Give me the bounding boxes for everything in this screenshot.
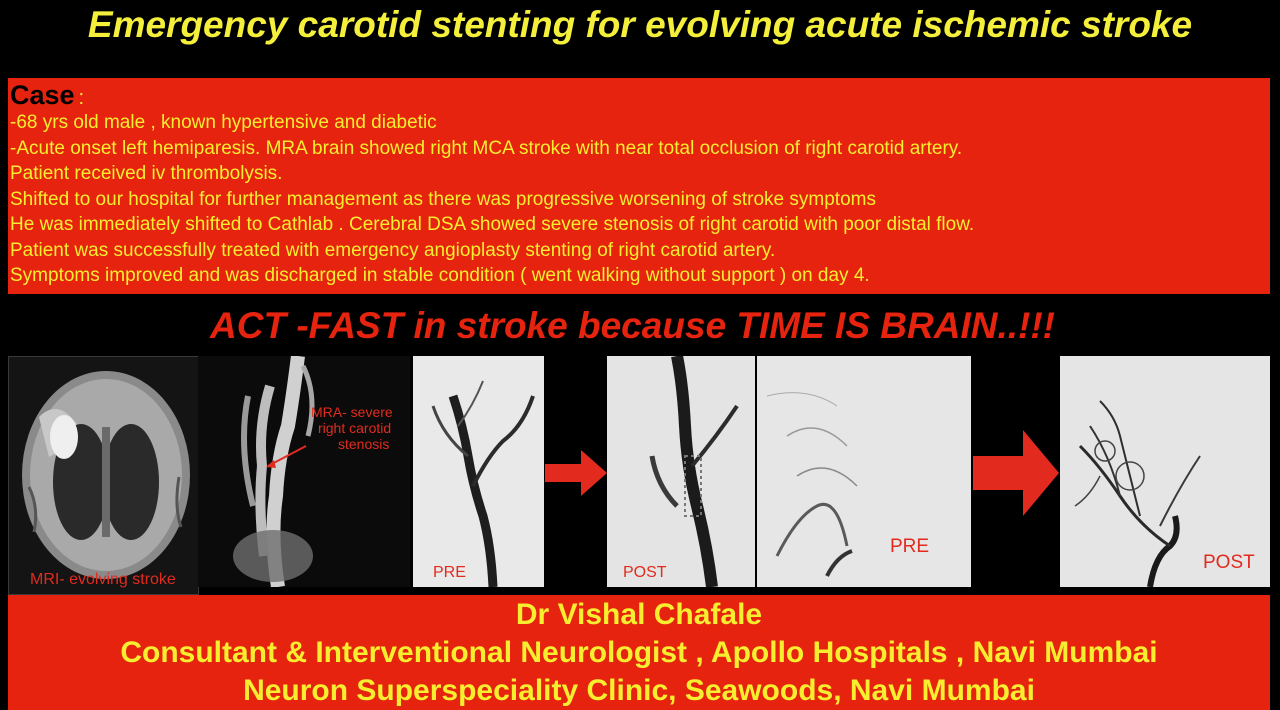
case-line-treatment: Patient was successfully treated with emergency angioplasty stenting of right carotid artery. [10,239,776,261]
dsa-brain-pre-label: PRE [890,536,930,557]
arrow-right-icon [545,450,607,496]
case-line-cathlab: He was immediately shifted to Cathlab . Cerebral DSA showed severe stenosis of right carotid with poor distal flow. [10,214,975,235]
dsa-brain-post-label: POST [1203,552,1255,573]
footer-credits [8,595,1270,710]
case-heading-word: Case [10,80,75,110]
case-heading [10,78,1270,110]
mra-neck-image [198,356,410,587]
mri-caption: MRI- evolving stroke [30,571,176,588]
case-line-onset: -Acute onset left hemiparesis. MRA brain showed right MCA stroke with near total occlusion of right carotid artery. [10,137,963,159]
dsa-neck-post-image [607,356,755,587]
doctor-name: Dr Vishal Chafale [515,598,763,631]
dsa-neck-post-label: POST [623,564,667,581]
case-line-transfer: Shifted to our hospital for further management as there was progressive worsening of stroke symptoms [10,188,876,210]
dsa-neck-pre-label: PRE [433,564,466,581]
arrow-right-icon [973,430,1059,516]
case-line-outcome: Symptoms improved and was discharged in stable condition ( went walking without support ) on day 4. [10,265,870,286]
case-description-box [8,78,1270,294]
clinic-name: Neuron Superspeciality Clinic, Seawoods, Navi Mumbai [243,674,1035,707]
dsa-brain-post-image [1060,356,1270,587]
page-title: Emergency carotid stenting for evolving acute ischemic stroke [87,4,1193,45]
case-heading-colon: : [78,87,85,109]
doctor-position: Consultant & Interventional Neurologist , Apollo Hospitals , Navi Mumbai [120,636,1158,669]
dsa-neck-pre-image [413,356,544,587]
case-line-thrombolysis: Patient received iv thrombolysis. [10,163,283,184]
dsa-brain-pre-image [757,356,971,587]
case-line-age: -68 yrs old male , known hypertensive and diabetic [10,112,437,133]
mra-caption-line-1: MRA- severe [311,404,393,420]
mra-caption-line-3: stenosis [338,436,390,452]
mri-brain-image [8,356,199,595]
slogan: ACT -FAST in stroke because TIME IS BRAIN..!!! [210,305,1055,346]
mra-caption-line-2: right carotid [318,420,392,436]
